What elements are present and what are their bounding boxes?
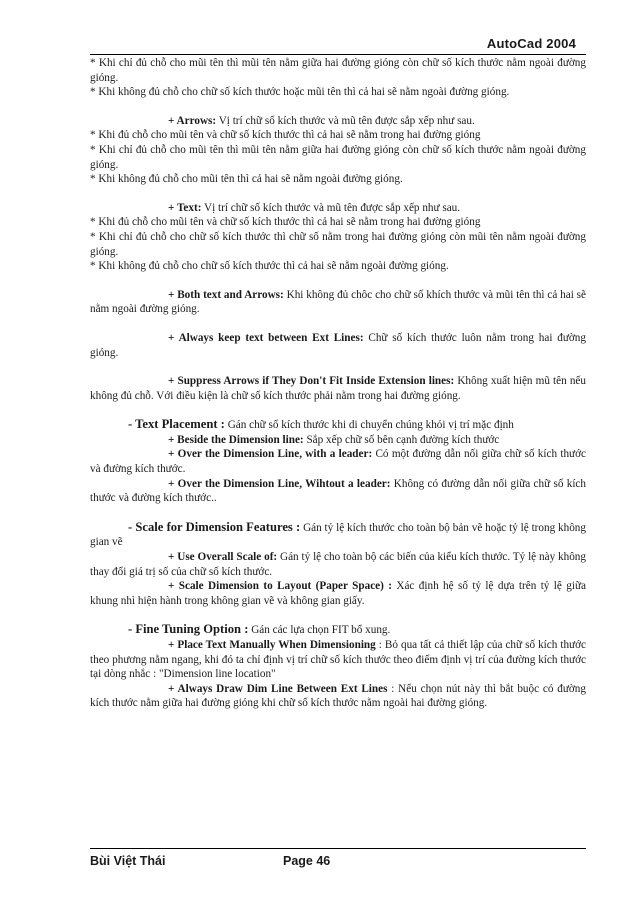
item-head: + Place Text Manually When Dimensioning [168, 639, 376, 651]
item-text: Có một đường dẫn nối giữa chữ số kích thước và đường kích thước. [90, 448, 586, 476]
option-head: + Text: [168, 201, 202, 214]
text-option [90, 201, 586, 216]
option-text: Khi không đủ chôc cho chữ số khích thước và mũi tên thì cả hai sẽ nằm ngoài đường gióng. [90, 288, 586, 316]
section-text: Gán các lựa chọn FIT bổ xung. [248, 624, 391, 637]
always-keep-option [90, 331, 586, 360]
scale-item [90, 550, 586, 579]
item-text: : Bỏ qua tất cả thiết lập của chữ số kích thước theo phương nằm ngang, khi đó ta chỉ định vị trí chữ số kích thước theo điểm định vị trí của đường kích thước tại dòng nhắc : "Dimension line location" [90, 639, 586, 681]
placement-item [90, 433, 586, 448]
item-text: Gán tỷ lệ cho toàn bộ các biến của kiểu kích thước. Tỷ lệ này không thay đổi giá trị số của chữ số kích thước. [90, 551, 586, 578]
page-content [90, 56, 586, 711]
item-head: + Over the Dimension Line, Wihtout a leader: [168, 477, 391, 490]
section-head: - Fine Tuning Option : [128, 622, 249, 637]
item-head: + Always Draw Dim Line Between Ext Lines [168, 682, 388, 695]
page-header [90, 36, 586, 55]
paragraph: * Khi không đủ chỗ cho mũi tên thì cả hai sẽ nằm ngoài đường gióng. [90, 173, 403, 186]
section-text: Gán chữ số kích thước khi di chuyển chúng khỏi vị trí mặc định [224, 419, 514, 432]
page-footer [90, 848, 586, 868]
option-head: + Suppress Arrows if They Don't Fit Inside Extension lines: [168, 375, 455, 388]
paragraph: * Khi không đủ chỗ cho chữ số kích thước hoặc mũi tên thì cả hai sẽ nằm ngoài đường gióng. [90, 86, 510, 99]
paragraph: * Khi chỉ đủ chỗ cho mũi tên thì mũi tên nằm giữa hai đường gióng còn chữ số kích thước nằm ngoài đường gióng. [90, 143, 586, 171]
fine-tuning-section [90, 622, 586, 638]
option-head: + Both text and Arrows: [168, 288, 284, 301]
paragraph: * Khi đủ chỗ cho mũi tên và chữ số kích thước thì cả hai sẽ nằm trong hai đường gióng [90, 216, 481, 229]
text-placement-section [90, 417, 586, 433]
arrows-option [90, 114, 586, 129]
item-head: + Scale Dimension to Layout (Paper Space) : [168, 580, 392, 593]
header-title: AutoCad 2004 [486, 36, 576, 51]
option-text: Vị trí chữ số kích thước và mũ tên được sắp xếp như sau. [216, 114, 475, 127]
fine-item [90, 682, 586, 711]
paragraph: * Khi không đủ chỗ cho chữ số kích thước thì cả hai sẽ nằm ngoài đường gióng. [90, 260, 449, 273]
item-head: + Beside the Dimension line: [168, 433, 304, 446]
item-text: : Nếu chọn nút này thì bắt buộc có đường kích thước nằm giữa hai đường gióng khi chữ số kích thước nằm ngoài hai đường gióng. [90, 682, 586, 710]
option-text: Chữ số kích thước luôn nằm trong hai đường gióng. [90, 331, 586, 359]
scale-section [90, 520, 586, 550]
footer-author: Bùi Việt Thái [90, 854, 166, 868]
option-head: + Arrows: [168, 114, 217, 127]
paragraph: * Khi đủ chỗ cho mũi tên và chữ số kích thước thì cả hai sẽ nằm trong hai đường gióng [90, 129, 481, 142]
page-number: Page 46 [283, 854, 331, 868]
section-head: - Scale for Dimension Features : [128, 519, 301, 534]
section-text: Gán tỷ lệ kích thước cho toàn bộ bản vẽ hoặc tỷ lệ trong không gian vẽ [90, 521, 586, 549]
suppress-option [90, 374, 586, 403]
both-option [90, 288, 586, 317]
paragraph: * Khi chỉ đủ chỗ cho chữ số kích thước thì chữ số nằm trong hai đường gióng còn mũi tên nằm ngoài đường gióng. [90, 230, 586, 258]
placement-item [90, 477, 586, 506]
section-head: - Text Placement : [128, 417, 225, 432]
option-head: + Always keep text between Ext Lines: [168, 331, 364, 344]
item-head: + Use Overall Scale of: [168, 551, 278, 564]
option-text: Vị trí chữ số kích thước và mũ tên được sắp xếp như sau. [201, 201, 461, 214]
option-text: Không xuất hiện mũ tên nếu không đủ chỗ. Với điều kiện là chữ số kích thước phải nằm trong hai đường gióng. [90, 375, 586, 402]
item-text: Không có đường dẫn nối giữa chữ số kích thước và đường kích thước.. [90, 477, 586, 505]
fine-item [90, 638, 586, 682]
paragraph: * Khi chỉ đủ chỗ cho mũi tên thì mũi tên nằm giữa hai đường gióng còn chữ số kích thước nằm ngoài đường gióng. [90, 57, 586, 84]
scale-item [90, 579, 586, 608]
item-text: Sắp xếp chữ số bên cạnh đường kích thước [303, 433, 500, 446]
item-head: + Over the Dimension Line, with a leader: [168, 448, 373, 461]
item-text: Xác định hệ số tỷ lệ dựa trên tỷ lệ giữa khung nhì hiện hành trong không gian vẽ và không gian giấy. [90, 580, 586, 607]
placement-item [90, 447, 586, 476]
